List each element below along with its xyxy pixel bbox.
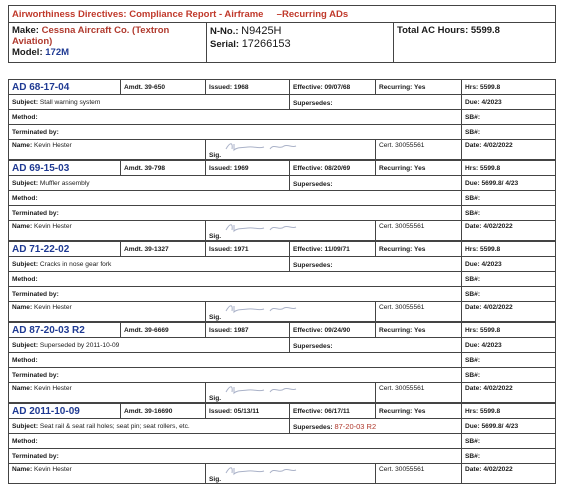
report-title-text: Airworthiness Directives: Compliance Report - Airframe [12, 8, 264, 20]
make-value: Cessna Aircraft Co. (Textron Aviation) [12, 25, 170, 47]
subject-label: Subject: [12, 422, 39, 430]
ad-inspector-name: Kevin Hester [34, 385, 72, 392]
report-header-table [8, 5, 556, 63]
ad-amendment: Amdt. 39-6669 [121, 323, 206, 338]
model-value: 172M [45, 47, 70, 58]
ad-date: Date: 4/02/2022 [462, 464, 556, 484]
ad-inspector-name: Kevin Hester [34, 223, 72, 230]
registration-cell [207, 23, 394, 63]
ad-issued: Issued: 1969 [206, 161, 290, 176]
sb-label: SB#: [462, 272, 556, 287]
ad-recurring: Recurring: Yes [376, 80, 462, 95]
cert-label: Cert. [379, 304, 394, 311]
make-label: Make: [12, 25, 39, 36]
ad-subject-row [9, 176, 556, 191]
method-label: Method: [9, 353, 462, 368]
ad-subject: Cracks in nose gear fork [39, 260, 112, 268]
ad-date: Date: 4/02/2022 [462, 383, 556, 403]
supersedes-label: Supersedes: [293, 99, 333, 107]
ad-name-cell [9, 221, 206, 241]
ad-cert-cell [376, 464, 462, 484]
sb-label: SB#: [462, 110, 556, 125]
ad-issued: Issued: 1971 [206, 242, 290, 257]
ad-supersedes-cell [290, 176, 462, 191]
ad-list-table [8, 79, 556, 484]
ad-date: Date: 4/02/2022 [462, 140, 556, 160]
ad-method-row [9, 191, 556, 206]
ad-method-row [9, 434, 556, 449]
ad-signature-cell [206, 464, 376, 484]
ad-amendment: Amdt. 39-16690 [121, 404, 206, 419]
terminated-label: Terminated by: [9, 287, 462, 302]
ad-number: AD 2011-10-09 [9, 404, 121, 419]
supersedes-label: Supersedes: [293, 180, 333, 188]
ad-amendment: Amdt. 39-650 [121, 80, 206, 95]
ad-date: Date: 4/02/2022 [462, 221, 556, 241]
ad-effective: Effective: 11/09/71 [290, 242, 376, 257]
subject-label: Subject: [12, 179, 39, 187]
nno-label: N-No.: [210, 26, 239, 37]
signature-icon [224, 464, 299, 478]
ad-amendment: Amdt. 39-798 [121, 161, 206, 176]
ad-subject-row [9, 95, 556, 110]
ad-due: Due: 4/2023 [462, 338, 556, 353]
ad-subject-cell [9, 95, 290, 110]
ad-hours: Hrs: 5599.8 [462, 404, 556, 419]
terminated-label: Terminated by: [9, 206, 462, 221]
ad-issued: Issued: 1968 [206, 80, 290, 95]
cert-label: Cert. [379, 466, 394, 473]
total-hours-cell [394, 23, 556, 63]
supersedes-label: Supersedes: [293, 261, 333, 269]
total-hours-label: Total AC Hours: [397, 25, 469, 36]
ad-cert-number: 30055561 [395, 385, 425, 392]
ad-terminated-row [9, 449, 556, 464]
ad-supersedes-cell [290, 257, 462, 272]
ad-supersedes-cell [290, 338, 462, 353]
ad-signature-cell [206, 302, 376, 322]
sb-label: SB#: [462, 449, 556, 464]
ad-effective: Effective: 06/17/11 [290, 404, 376, 419]
sb-label: SB#: [462, 125, 556, 140]
ad-supersedes: 87-20-03 R2 [334, 421, 377, 431]
ad-name-cell [9, 140, 206, 160]
ad-cert-cell [376, 302, 462, 322]
ad-signature-cell [206, 140, 376, 160]
ad-title-row [9, 242, 556, 257]
ad-subject-cell [9, 338, 290, 353]
ad-number: AD 68-17-04 [9, 80, 121, 95]
sb-label: SB#: [462, 368, 556, 383]
report-subtitle: –Recurring ADs [276, 8, 349, 20]
ad-terminated-row [9, 287, 556, 302]
ad-issued: Issued: 1987 [206, 323, 290, 338]
name-label: Name: [12, 466, 33, 473]
name-label: Name: [12, 223, 33, 230]
ad-due: Due: 4/2023 [462, 95, 556, 110]
ad-subject-row [9, 338, 556, 353]
ad-hours: Hrs: 5599.8 [462, 323, 556, 338]
name-label: Name: [12, 385, 33, 392]
ad-date: Date: 4/02/2022 [462, 302, 556, 322]
ad-recurring: Recurring: Yes [376, 323, 462, 338]
ad-hours: Hrs: 5599.8 [462, 161, 556, 176]
name-label: Name: [12, 304, 33, 311]
ad-cert-number: 30055561 [395, 466, 425, 473]
nno-value: N9425H [241, 25, 282, 37]
model-label: Model: [12, 47, 43, 58]
supersedes-label: Supersedes: [293, 342, 333, 350]
ad-name-cell [9, 302, 206, 322]
ad-cert-cell [376, 383, 462, 403]
ad-terminated-row [9, 368, 556, 383]
supersedes-label: Supersedes: [293, 423, 333, 431]
sig-label: Sig. [209, 395, 222, 402]
total-hours-value: 5599.8 [470, 25, 500, 36]
ad-effective: Effective: 08/20/69 [290, 161, 376, 176]
ad-signature-cell [206, 383, 376, 403]
cert-label: Cert. [379, 385, 394, 392]
ad-subject-cell [9, 419, 290, 434]
ad-signoff-row [9, 464, 556, 484]
ad-number: AD 69-15-03 [9, 161, 121, 176]
ad-amendment: Amdt. 39-1327 [121, 242, 206, 257]
ad-supersedes-cell [290, 95, 462, 110]
method-label: Method: [9, 110, 462, 125]
ad-signoff-row [9, 302, 556, 322]
ad-inspector-name: Kevin Hester [34, 304, 72, 311]
ad-subject-cell [9, 176, 290, 191]
ad-signoff-row [9, 383, 556, 403]
ad-issued: Issued: 05/13/11 [206, 404, 290, 419]
ad-name-cell [9, 383, 206, 403]
ad-effective: Effective: 09/24/90 [290, 323, 376, 338]
ad-cert-cell [376, 221, 462, 241]
signature-icon [224, 302, 299, 316]
sig-label: Sig. [209, 476, 222, 483]
ad-title-row [9, 404, 556, 419]
ad-signoff-row [9, 221, 556, 241]
subject-label: Subject: [12, 341, 39, 349]
sb-label: SB#: [462, 287, 556, 302]
serial-value: 17266153 [241, 38, 291, 50]
cert-label: Cert. [379, 142, 394, 149]
ad-inspector-name: Kevin Hester [34, 142, 72, 149]
sig-label: Sig. [209, 152, 222, 159]
cert-label: Cert. [379, 223, 394, 230]
sb-label: SB#: [462, 191, 556, 206]
ad-due: Due: 5699.8/ 4/23 [462, 419, 556, 434]
ad-title-row [9, 161, 556, 176]
ad-subject-cell [9, 257, 290, 272]
ad-subject: Superseded by 2011-10-09 [39, 341, 120, 349]
ad-number: AD 71-22-02 [9, 242, 121, 257]
ad-supersedes-cell [290, 419, 462, 434]
method-label: Method: [9, 434, 462, 449]
ad-cert-cell [376, 140, 462, 160]
ad-cert-number: 30055561 [395, 304, 425, 311]
ad-subject-row [9, 419, 556, 434]
subject-label: Subject: [12, 98, 39, 106]
sb-label: SB#: [462, 434, 556, 449]
ad-recurring: Recurring: Yes [376, 404, 462, 419]
ad-hours: Hrs: 5599.8 [462, 242, 556, 257]
terminated-label: Terminated by: [9, 125, 462, 140]
ad-inspector-name: Kevin Hester [34, 466, 72, 473]
ad-terminated-row [9, 125, 556, 140]
ad-title-row [9, 80, 556, 95]
ad-subject: Seat rail & seat rail holes; seat pin; seat rollers, etc. [39, 422, 190, 430]
terminated-label: Terminated by: [9, 449, 462, 464]
signature-icon [224, 221, 299, 235]
terminated-label: Terminated by: [9, 368, 462, 383]
ad-signature-cell [206, 221, 376, 241]
ad-method-row [9, 272, 556, 287]
ad-title-row [9, 323, 556, 338]
ad-subject: Stall warning system [39, 98, 101, 106]
ad-signoff-row [9, 140, 556, 160]
ad-terminated-row [9, 206, 556, 221]
ad-effective: Effective: 09/07/68 [290, 80, 376, 95]
ad-recurring: Recurring: Yes [376, 161, 462, 176]
ad-number: AD 87-20-03 R2 [9, 323, 121, 338]
ad-method-row [9, 110, 556, 125]
ad-due: Due: 4/2023 [462, 257, 556, 272]
ad-recurring: Recurring: Yes [376, 242, 462, 257]
make-model-cell [9, 23, 207, 63]
ad-subject: Muffler assembly [39, 179, 90, 187]
ad-method-row [9, 353, 556, 368]
ad-subject-row [9, 257, 556, 272]
signature-icon [224, 383, 299, 397]
ad-cert-number: 30055561 [395, 142, 425, 149]
method-label: Method: [9, 272, 462, 287]
ad-cert-number: 30055561 [395, 223, 425, 230]
method-label: Method: [9, 191, 462, 206]
serial-label: Serial: [210, 39, 240, 50]
ad-hours: Hrs: 5599.8 [462, 80, 556, 95]
signature-icon [224, 140, 299, 154]
sig-label: Sig. [209, 314, 222, 321]
subject-label: Subject: [12, 260, 39, 268]
ad-name-cell [9, 464, 206, 484]
ad-due: Due: 5699.8/ 4/23 [462, 176, 556, 191]
report-title [9, 6, 556, 23]
sb-label: SB#: [462, 353, 556, 368]
name-label: Name: [12, 142, 33, 149]
sb-label: SB#: [462, 206, 556, 221]
sig-label: Sig. [209, 233, 222, 240]
